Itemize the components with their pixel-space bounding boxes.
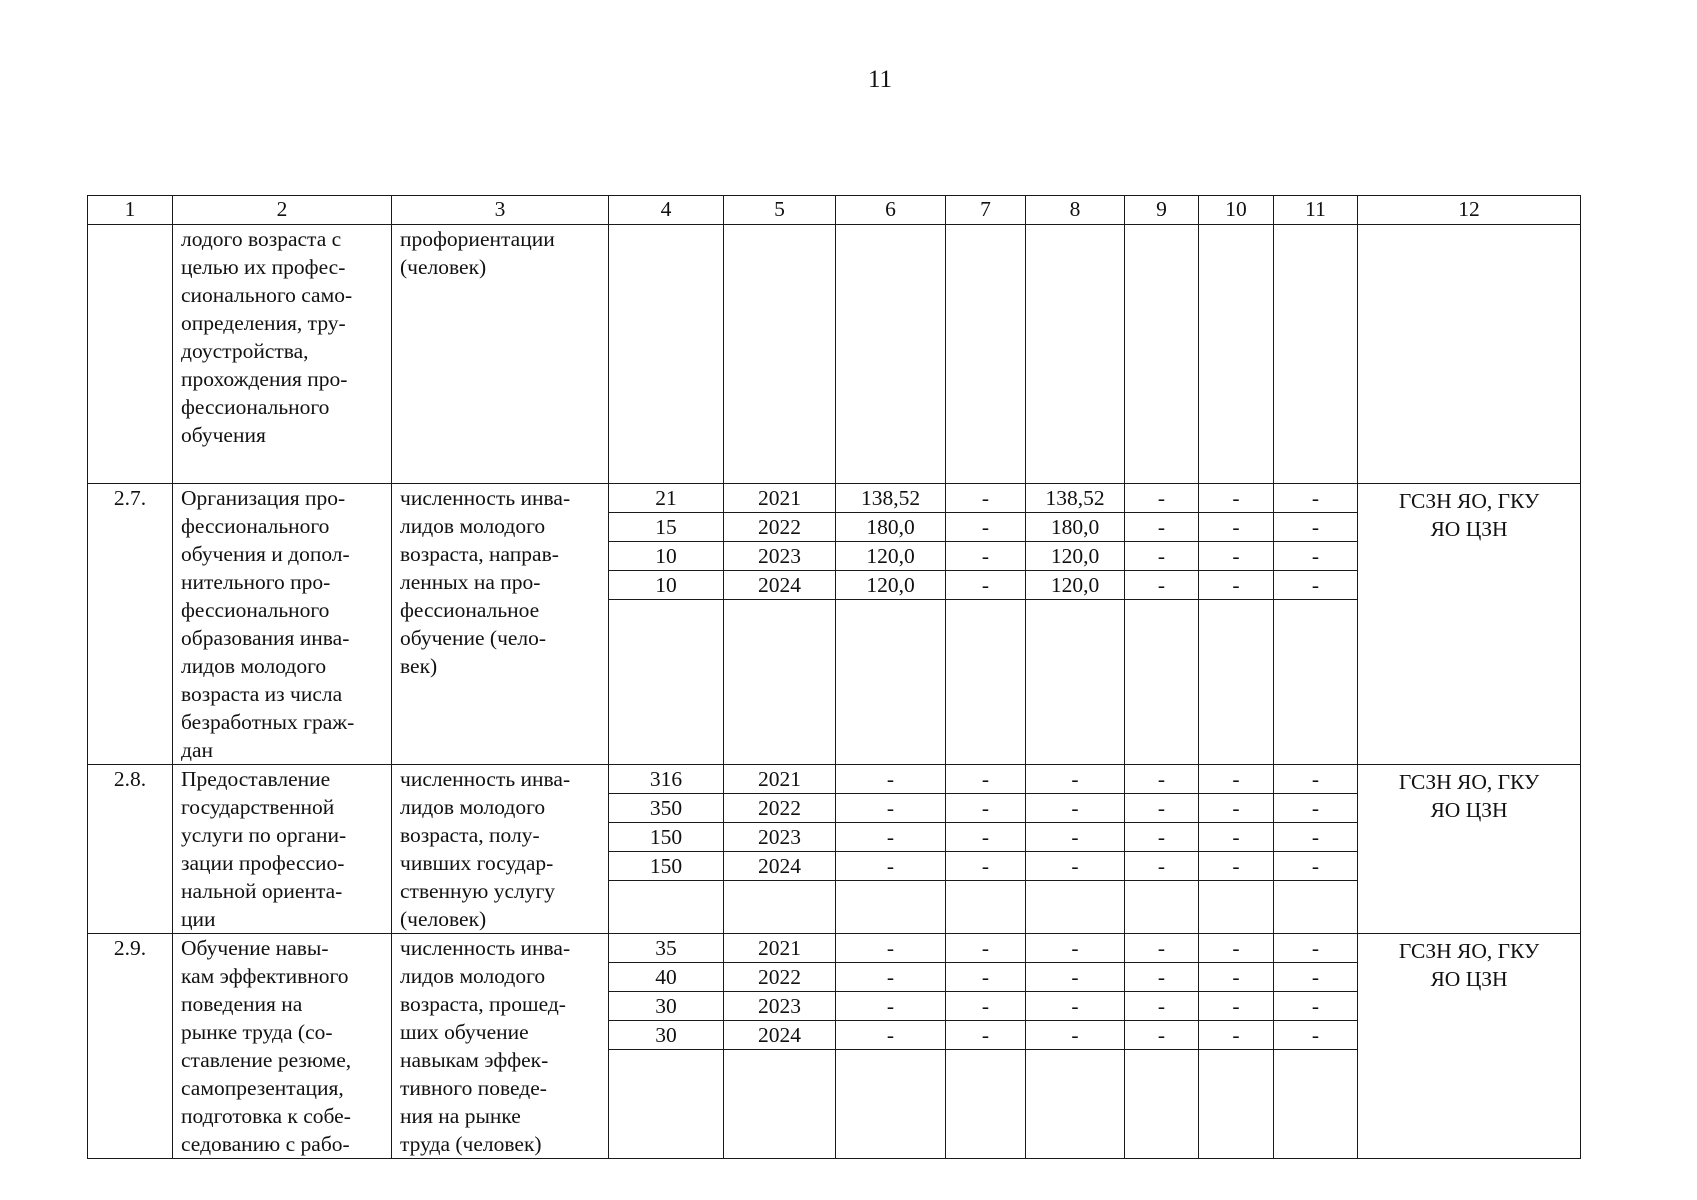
value-c7: -	[946, 963, 1025, 992]
value-cell-c7	[946, 225, 1026, 484]
value-c5: 2021	[724, 484, 835, 513]
value-cell-c10	[1199, 934, 1274, 1159]
value-c11: -	[1274, 542, 1357, 571]
indicator-description	[392, 484, 609, 765]
indicator-description	[392, 934, 609, 1159]
value-cell-c5	[724, 765, 836, 934]
value-c9: -	[1125, 963, 1198, 992]
value-c7: -	[946, 852, 1025, 881]
table-row	[88, 484, 1581, 765]
indicator-text-line: тивного поведе-	[400, 1076, 547, 1100]
value-c11: -	[1274, 934, 1357, 963]
value-c8: 120,0	[1026, 542, 1124, 571]
value-c10: -	[1199, 571, 1273, 600]
value-c8: -	[1026, 1021, 1124, 1050]
value-c10: -	[1199, 852, 1273, 881]
event-text-line: дан	[181, 738, 213, 762]
value-cell-c8	[1026, 765, 1125, 934]
indicator-text-line: ния на рынке	[400, 1104, 521, 1128]
event-text-line: фессионального	[181, 514, 330, 538]
event-text-line: обучения	[181, 423, 266, 447]
value-cell-c11	[1274, 484, 1358, 765]
page-number: 11	[867, 66, 893, 93]
col-header-2: 2	[173, 196, 392, 225]
value-cell-c4	[609, 934, 724, 1159]
indicator-text-line: лидов молодого	[400, 964, 546, 988]
indicator-text-line: численность инва-	[400, 936, 571, 960]
col-header-9: 9	[1125, 196, 1199, 225]
value-c5: 2023	[724, 542, 835, 571]
value-cell-c6	[836, 765, 946, 934]
value-cell-c7	[946, 765, 1026, 934]
indicator-text-line: численность инва-	[400, 767, 571, 791]
table-row	[88, 225, 1581, 484]
value-c10: -	[1199, 484, 1273, 513]
value-c10: -	[1199, 794, 1273, 823]
event-description	[173, 934, 392, 1159]
value-c11: -	[1274, 992, 1357, 1021]
value-c8: -	[1026, 823, 1124, 852]
value-c6: 120,0	[836, 571, 945, 600]
event-text-line: образования инва-	[181, 626, 350, 650]
value-c9: -	[1125, 934, 1198, 963]
value-c11: -	[1274, 963, 1357, 992]
value-cell-c5	[724, 225, 836, 484]
value-c8: 180,0	[1026, 513, 1124, 542]
value-c9: -	[1125, 794, 1198, 823]
value-c6: -	[836, 852, 945, 881]
indicator-text-line: ленных на про-	[400, 570, 541, 594]
value-cell-c10	[1199, 225, 1274, 484]
value-c9: -	[1125, 571, 1198, 600]
value-c9: -	[1125, 765, 1198, 794]
event-text-line: кам эффективного	[181, 964, 349, 988]
event-text-line: ции	[181, 907, 216, 931]
value-c4: 150	[609, 823, 723, 852]
responsible-executor	[1358, 225, 1581, 484]
value-c7: -	[946, 571, 1025, 600]
value-c7: -	[946, 765, 1025, 794]
responsible-text-line: ЯО ЦЗН	[1430, 967, 1508, 991]
event-description	[173, 225, 392, 484]
value-cell-c8	[1026, 225, 1125, 484]
value-cell-c9	[1125, 934, 1199, 1159]
value-cell-c8	[1026, 934, 1125, 1159]
value-c10: -	[1199, 992, 1273, 1021]
event-text-line: определения, тру-	[181, 311, 346, 335]
event-text-line: подготовка к собе-	[181, 1104, 351, 1128]
value-c10: -	[1199, 934, 1273, 963]
responsible-text-line: ЯО ЦЗН	[1430, 517, 1508, 541]
value-c6: -	[836, 1021, 945, 1050]
indicator-text-line: ственную услугу	[400, 879, 556, 903]
col-header-8: 8	[1026, 196, 1125, 225]
value-c4: 150	[609, 852, 723, 881]
event-text-line: седованию с рабо-	[181, 1132, 350, 1156]
value-c4: 21	[609, 484, 723, 513]
value-c8: -	[1026, 765, 1124, 794]
value-c4: 30	[609, 1021, 723, 1050]
indicator-text-line: лидов молодого	[400, 514, 546, 538]
col-header-4: 4	[609, 196, 724, 225]
indicator-text-line: век)	[400, 654, 438, 678]
program-table	[87, 195, 1581, 1159]
event-text-line: государственной	[181, 795, 335, 819]
column-number-row	[88, 196, 1581, 225]
value-c5: 2024	[724, 1021, 835, 1050]
value-c5: 2024	[724, 852, 835, 881]
col-header-5: 5	[724, 196, 836, 225]
value-c7: -	[946, 823, 1025, 852]
value-cell-c9	[1125, 225, 1199, 484]
event-text-line: целью их профес-	[181, 255, 346, 279]
value-c9: -	[1125, 992, 1198, 1021]
indicator-text-line: фессиональное	[400, 598, 540, 622]
event-text-line: фессионального	[181, 598, 330, 622]
value-c9: -	[1125, 1021, 1198, 1050]
value-c7: -	[946, 1021, 1025, 1050]
value-c8: -	[1026, 992, 1124, 1021]
value-c8: 138,52	[1026, 484, 1124, 513]
responsible-text-line: ГСЗН ЯО, ГКУ	[1398, 939, 1540, 963]
value-cell-c9	[1125, 484, 1199, 765]
event-text-line: фессионального	[181, 395, 330, 419]
value-c6: 138,52	[836, 484, 945, 513]
value-cell-c11	[1274, 765, 1358, 934]
value-c5: 2024	[724, 571, 835, 600]
value-c8: -	[1026, 934, 1124, 963]
value-c6: 120,0	[836, 542, 945, 571]
value-c10: -	[1199, 963, 1273, 992]
responsible-text-line: ГСЗН ЯО, ГКУ	[1398, 489, 1540, 513]
value-c11: -	[1274, 852, 1357, 881]
value-c5: 2022	[724, 513, 835, 542]
col-header-7: 7	[946, 196, 1026, 225]
value-c11: -	[1274, 765, 1357, 794]
col-header-3: 3	[392, 196, 609, 225]
value-cell-c9	[1125, 765, 1199, 934]
value-cell-c4	[609, 225, 724, 484]
value-c4: 40	[609, 963, 723, 992]
value-c9: -	[1125, 852, 1198, 881]
indicator-text-line: возраста, направ-	[400, 542, 559, 566]
value-c10: -	[1199, 542, 1273, 571]
value-c8: 120,0	[1026, 571, 1124, 600]
value-c7: -	[946, 794, 1025, 823]
value-c10: -	[1199, 1021, 1273, 1050]
col-header-10: 10	[1199, 196, 1274, 225]
value-c8: -	[1026, 852, 1124, 881]
event-text-line: возраста из числа	[181, 682, 343, 706]
indicator-description	[392, 225, 609, 484]
value-c5: 2023	[724, 992, 835, 1021]
responsible-executor	[1358, 934, 1581, 1159]
value-c4: 350	[609, 794, 723, 823]
event-text-line: лодого возраста с	[181, 227, 342, 251]
value-c4: 30	[609, 992, 723, 1021]
value-c6: -	[836, 823, 945, 852]
value-c5: 2023	[724, 823, 835, 852]
value-cell-c11	[1274, 934, 1358, 1159]
value-c11: -	[1274, 823, 1357, 852]
event-text-line: самопрезентация,	[181, 1076, 344, 1100]
value-c9: -	[1125, 513, 1198, 542]
table-row	[88, 765, 1581, 934]
event-text-line: доустройства,	[181, 339, 309, 363]
value-cell-c10	[1199, 765, 1274, 934]
value-cell-c11	[1274, 225, 1358, 484]
value-c8: -	[1026, 794, 1124, 823]
value-c11: -	[1274, 794, 1357, 823]
indicator-description	[392, 765, 609, 934]
value-c11: -	[1274, 1021, 1357, 1050]
col-header-1: 1	[88, 196, 173, 225]
value-c4: 316	[609, 765, 723, 794]
value-c4: 10	[609, 571, 723, 600]
value-cell-c6	[836, 484, 946, 765]
value-cell-c7	[946, 484, 1026, 765]
value-c9: -	[1125, 823, 1198, 852]
value-c10: -	[1199, 823, 1273, 852]
value-c11: -	[1274, 484, 1357, 513]
responsible-executor	[1358, 765, 1581, 934]
value-cell-c7	[946, 934, 1026, 1159]
value-c6: 180,0	[836, 513, 945, 542]
value-cell-c10	[1199, 484, 1274, 765]
indicator-text-line: навыкам эффек-	[400, 1048, 549, 1072]
value-c7: -	[946, 513, 1025, 542]
responsible-text-line: ЯО ЦЗН	[1430, 798, 1508, 822]
event-text-line: ставление резюме,	[181, 1048, 352, 1072]
value-cell-c5	[724, 934, 836, 1159]
value-c5: 2021	[724, 934, 835, 963]
indicator-text-line: численность инва-	[400, 486, 571, 510]
responsible-text-line: ГСЗН ЯО, ГКУ	[1398, 770, 1540, 794]
indicator-text-line: ших обучение	[400, 1020, 529, 1044]
value-c7: -	[946, 484, 1025, 513]
table-row	[88, 934, 1581, 1159]
indicator-text-line: возраста, полу-	[400, 823, 540, 847]
event-text-line: сионального само-	[181, 283, 353, 307]
value-c9: -	[1125, 484, 1198, 513]
indicator-text-line: обучение (чело-	[400, 626, 547, 650]
event-description	[173, 765, 392, 934]
event-text-line: безработных граж-	[181, 710, 355, 734]
event-text-line: поведения на	[181, 992, 303, 1016]
col-header-6: 6	[836, 196, 946, 225]
event-text-line: услуги по органи-	[181, 823, 347, 847]
table-body	[88, 225, 1581, 1159]
value-c8: -	[1026, 963, 1124, 992]
event-text-line: зации профессио-	[181, 851, 345, 875]
row-number: 2.8.	[88, 765, 173, 934]
value-cell-c8	[1026, 484, 1125, 765]
row-number	[88, 225, 173, 484]
value-c5: 2022	[724, 794, 835, 823]
indicator-text-line: профориентации	[400, 227, 555, 251]
event-text-line: Организация про-	[181, 486, 346, 510]
value-c6: -	[836, 963, 945, 992]
event-text-line: Обучение навы-	[181, 936, 329, 960]
event-text-line: прохождения про-	[181, 367, 348, 391]
value-cell-c5	[724, 484, 836, 765]
responsible-executor	[1358, 484, 1581, 765]
indicator-text-line: (человек)	[400, 255, 487, 279]
value-c6: -	[836, 794, 945, 823]
indicator-text-line: труда (человек)	[400, 1132, 542, 1156]
value-c4: 35	[609, 934, 723, 963]
event-text-line: обучения и допол-	[181, 542, 350, 566]
value-c5: 2021	[724, 765, 835, 794]
value-c5: 2022	[724, 963, 835, 992]
row-number: 2.7.	[88, 484, 173, 765]
value-c7: -	[946, 992, 1025, 1021]
event-text-line: лидов молодого	[181, 654, 327, 678]
value-c10: -	[1199, 513, 1273, 542]
value-cell-c4	[609, 484, 724, 765]
col-header-11: 11	[1274, 196, 1358, 225]
value-c9: -	[1125, 542, 1198, 571]
value-c4: 15	[609, 513, 723, 542]
event-description	[173, 484, 392, 765]
value-cell-c6	[836, 934, 946, 1159]
value-c6: -	[836, 934, 945, 963]
value-c6: -	[836, 765, 945, 794]
event-text-line: Предоставление	[181, 767, 331, 791]
event-text-line: нительного про-	[181, 570, 331, 594]
col-header-12: 12	[1358, 196, 1581, 225]
indicator-text-line: (человек)	[400, 907, 487, 931]
value-c10: -	[1199, 765, 1273, 794]
value-c11: -	[1274, 571, 1357, 600]
value-c4: 10	[609, 542, 723, 571]
row-number: 2.9.	[88, 934, 173, 1159]
value-cell-c6	[836, 225, 946, 484]
value-cell-c4	[609, 765, 724, 934]
event-text-line: нальной ориента-	[181, 879, 343, 903]
event-text-line: рынке труда (со-	[181, 1020, 333, 1044]
indicator-text-line: чивших государ-	[400, 851, 554, 875]
value-c7: -	[946, 542, 1025, 571]
value-c6: -	[836, 992, 945, 1021]
indicator-text-line: возраста, прошед-	[400, 992, 566, 1016]
value-c11: -	[1274, 513, 1357, 542]
value-c7: -	[946, 934, 1025, 963]
indicator-text-line: лидов молодого	[400, 795, 546, 819]
